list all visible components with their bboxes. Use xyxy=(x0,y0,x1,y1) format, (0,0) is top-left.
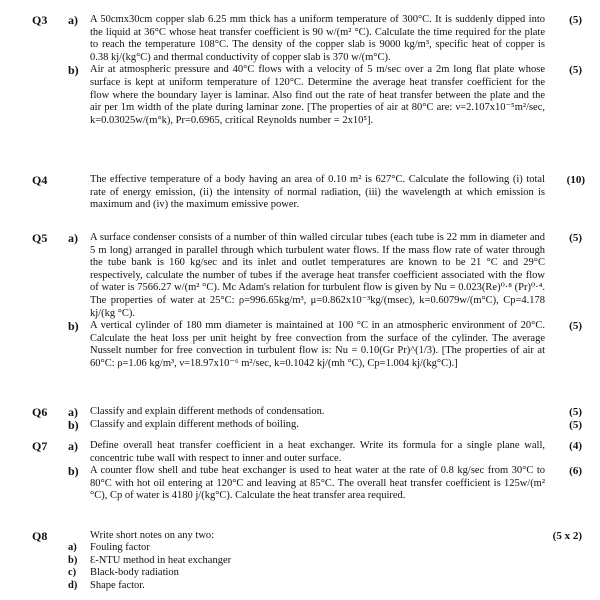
question-text: A surface condenser consists of a number of thin walled circular tubes (each tube is 22 mm in diameter and 5 m long) arranged in parallel through which turbulent water flows. If the mass flow rate of water through the tube bank is 160 kg/sec and its inlet and outlet temperatures are known to be 21 °C and 29°C respectively, calculate the number of tubes if the average heat transfer coefficient associated with the flow of water is 7566.27 w/(m² °C). Mc Adam's relation for turbulent flow is given by Nu = 0.023(Re)⁰·⁸ (Pr)⁰·⁴. The properties of water at 25°C: ρ=996.65kg/m³, μ=0.862x10⁻³kg/(msec), k=0.6079w/(m°C), Cp=4.178 kj/(kg °C). xyxy=(90,232,545,319)
question-number: Q4 xyxy=(32,173,48,187)
question-part xyxy=(0,465,600,503)
question-7 xyxy=(0,440,600,503)
marks: (5) xyxy=(569,320,582,333)
question-text: The effective temperature of a body having an area of 0.10 m² is 627°C. Calculate the following (i) total rate of energy emission, (ii) the intensity of normal radiation, (iii) the wavelength at which emission is maximum and (iv) the maximum emissive power. xyxy=(90,174,545,211)
item-label: c) xyxy=(68,567,77,579)
marks: (5) xyxy=(569,232,582,244)
question-part xyxy=(0,419,600,432)
question-number: Q3 xyxy=(32,13,48,27)
item-text: Black-body radiation xyxy=(90,567,179,579)
marks: (6) xyxy=(569,465,582,478)
marks: (4) xyxy=(569,440,582,452)
question-text: A counter flow shell and tube heat exchanger is used to heat water at the rate of 0.8 kg/sec from 30°C to 80°C with hot oil entering at 120°C and leaving at 85°C. The overall heat transfer coefficient is 125w/(m² °C), Cp of water is 4180 j/(kg°C). Calculate the heat transfer area required. xyxy=(90,465,545,502)
part-label: a) xyxy=(68,231,78,245)
marks: (5 x 2) xyxy=(552,530,582,542)
question-6 xyxy=(0,406,600,431)
part-label: b) xyxy=(68,417,79,432)
question-part xyxy=(0,174,600,212)
part-label: b) xyxy=(68,63,79,78)
question-part xyxy=(0,440,600,465)
question-number: Q8 xyxy=(32,529,48,543)
question-part xyxy=(0,14,600,64)
question-text: Classify and explain different methods of condensation. xyxy=(90,406,325,417)
item-text: Ɛ-NTU method in heat exchanger xyxy=(90,554,232,566)
question-part xyxy=(0,64,600,127)
marks: (5) xyxy=(569,406,582,418)
item-text: Fouling factor xyxy=(90,542,150,554)
item-label: d) xyxy=(68,579,78,591)
question-text: A 50cmx30cm copper slab 6.25 mm thick has a uniform temperature of 300°C. It is suddenly dipped into the liquid at 36°C whose heat transfer coefficient is 90 w/(m² °C). Calculate the time required for the plate to reach the temperature 108°C. The density of the copper slab is 9000 kg/m³, specific heat of copper is 0.38 kj/(kg°C) and thermal conductivity of copper slab is 370 w/(m°C). xyxy=(90,14,545,63)
question-number: Q6 xyxy=(32,405,48,419)
part-label: a) xyxy=(68,405,78,419)
question-text: Air at atmospheric pressure and 40°C flows with a velocity of 5 m/sec over a 2m long flat plate whose surface is kept at uniform temperature of 120°C. Determine the average heat transfer coefficient for the flow where the boundary layer is laminar. Also find out the rate of heat transfer between the plate and the air per 1m width of the plate during laminar zone. [The properties of air at 80°C are: ν=2.107x10⁻⁵m²/sec, k=0.03025w/(m°k), Pr=0.6965, critical Reynolds number = 2x10⁵]. xyxy=(90,64,545,126)
question-3 xyxy=(0,14,600,127)
question-8 xyxy=(0,530,600,592)
question-part xyxy=(0,232,600,320)
marks: (5) xyxy=(569,64,582,77)
question-number: Q5 xyxy=(32,231,48,245)
question-text: Classify and explain different methods of boiling. xyxy=(90,418,299,430)
question-4 xyxy=(0,174,600,212)
question-text: A vertical cylinder of 180 mm diameter is maintained at 100 °C in an atmospheric environment of 20°C. Calculate the heat loss per unit height by free convection from the surface of the cylinder. The average Nusselt number for free convection in turbulent flow is: Nu = 0.10(Gr Pr)^(1/3). [The properties of air at 60°C: ρ=1.06 kg/m³, ν=18.97x10⁻⁶ m²/sec, k=0.1042 kj/(mh °C), Cp=1.004 kj/(kg°C).] xyxy=(90,320,545,369)
marks: (5) xyxy=(569,418,582,431)
list-item xyxy=(68,554,600,567)
list-item xyxy=(68,579,600,592)
question-part xyxy=(0,406,600,419)
item-label: a) xyxy=(68,542,77,554)
question-5 xyxy=(0,232,600,371)
marks: (10) xyxy=(566,174,585,186)
part-label: b) xyxy=(68,464,79,479)
question-number: Q7 xyxy=(32,439,48,453)
question-part xyxy=(0,320,600,370)
list-item xyxy=(68,542,600,554)
short-notes-list xyxy=(68,530,600,592)
short-notes-intro: Write short notes on any two: xyxy=(90,530,215,541)
item-label: b) xyxy=(68,554,78,566)
part-label: b) xyxy=(68,319,79,334)
part-label: a) xyxy=(68,13,78,27)
part-label: a) xyxy=(68,439,78,453)
list-item xyxy=(68,567,600,579)
item-text: Shape factor. xyxy=(90,579,145,591)
marks: (5) xyxy=(569,14,582,26)
question-text: Define overall heat transfer coefficient in a heat exchanger. Write its formula for a single plane wall, concentric tube wall with respect to inner and outer surface. xyxy=(90,440,545,464)
